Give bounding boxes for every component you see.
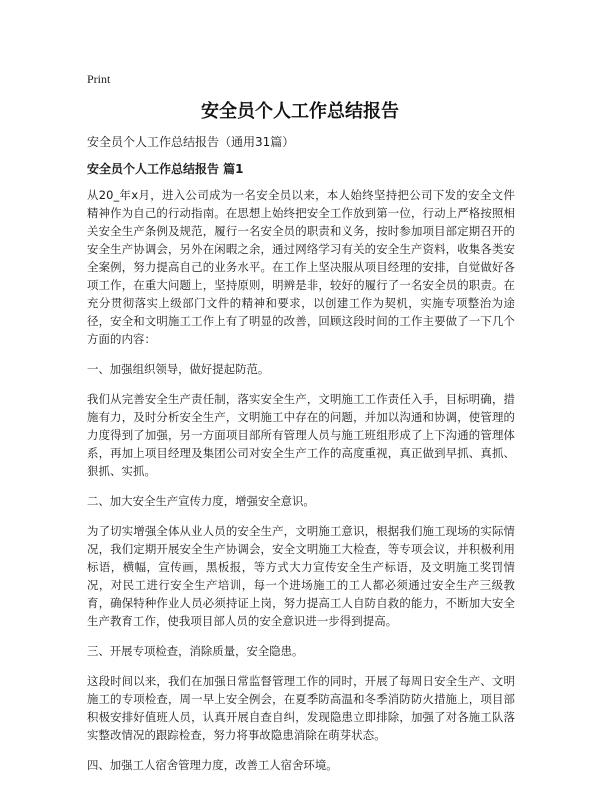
intro-paragraph: 从20_年x月，进入公司成为一名安全员以来，本人始终坚持把公司下发的安全文件精神作为自己的行动指南。在思想上始终把安全工作放到第一位，行动上严格按照相关安全生产条例及规范，履行一名安全员的职责和义务，按时参加项目部定期召开的安全生产协调会，另外在闲暇之余，通过网络学习有关的安全生产资料，收集各类安全案例，努力提高自己的业务水平。在工作上坚决服从项目经理的安排，自觉做好各项工作，在重大问题上，坚持原则，明辨是非，较好的履行了一名安全员的职责。在充分贯彻落实上级部门文件的精神和要求，以创建工作为契机，实施专项整治为途径，安全和文明施工工作上有了明显的改善，回顾这段时间的工作主要做了一下几个方面的内容：: [87, 188, 515, 346]
point-heading-1: 一、加强组织领导，做好提起防范。: [87, 362, 270, 376]
print-label[interactable]: Print: [87, 72, 111, 86]
document-title: 安全员个人工作总结报告: [201, 101, 399, 122]
body-paragraph-3: 这段时间以来，我们在加强日常监督管理工作的同时，开展了每周日安全生产、文明施工的专项检查，周一早上安全例会，在夏季防高温和冬季消防防火措施上，项目部积极安排好值班人员，认真开展自查自纠，发现隐患立即排除，加强了对各施工队落实整改情况的跟踪检查，努力将事故隐患消除在萌芽状态。: [87, 674, 515, 742]
point-heading-2: 二、加大安全生产宣传力度，增强安全意识。: [87, 494, 315, 508]
body-paragraph-2: 为了切实增强全体从业人员的安全生产，文明施工意识，根据我们施工现场的实际情况，我们定期开展安全生产协调会，安全文明施工大检查，等专项会议，并积极利用标语，横幅，宣传画，黑板报，等方式大力宣传安全生产标语，及文明施工奖罚情况，对民工进行安全生产培训，每一个进场施工的工人都必须通过安全生产三级教育，确保特种作业人员必须持证上岗，努力提高工人自防自救的能力，不断加大安全生产教育工作，使我项目部人员的安全意识进一步得到提高。: [87, 524, 515, 628]
point-heading-4: 四、加强工人宿舍管理力度，改善工人宿舍环境。: [87, 758, 338, 772]
point-heading-3: 三、开展专项检查，消除质量，安全隐患。: [87, 644, 304, 658]
section-heading: 安全员个人工作总结报告 篇1: [87, 162, 244, 176]
document-body: [87, 186, 515, 786]
document-subtitle: 安全员个人工作总结报告（通用31篇）: [87, 135, 295, 149]
body-paragraph-1: 我们从完善安全生产责任制，落实安全生产，文明施工工作责任入手，目标明确，措施有力，及时分析安全生产，文明施工中存在的问题，并加以沟通和协调，使管理的力度得到了加强，另一方面项目部所有管理人员与施工班组形成了上下沟通的管理体系，再加上项目经理及集团公司对安全生产工作的高度重视，真正做到早抓、真抓、狠抓、实抓。: [87, 392, 515, 478]
